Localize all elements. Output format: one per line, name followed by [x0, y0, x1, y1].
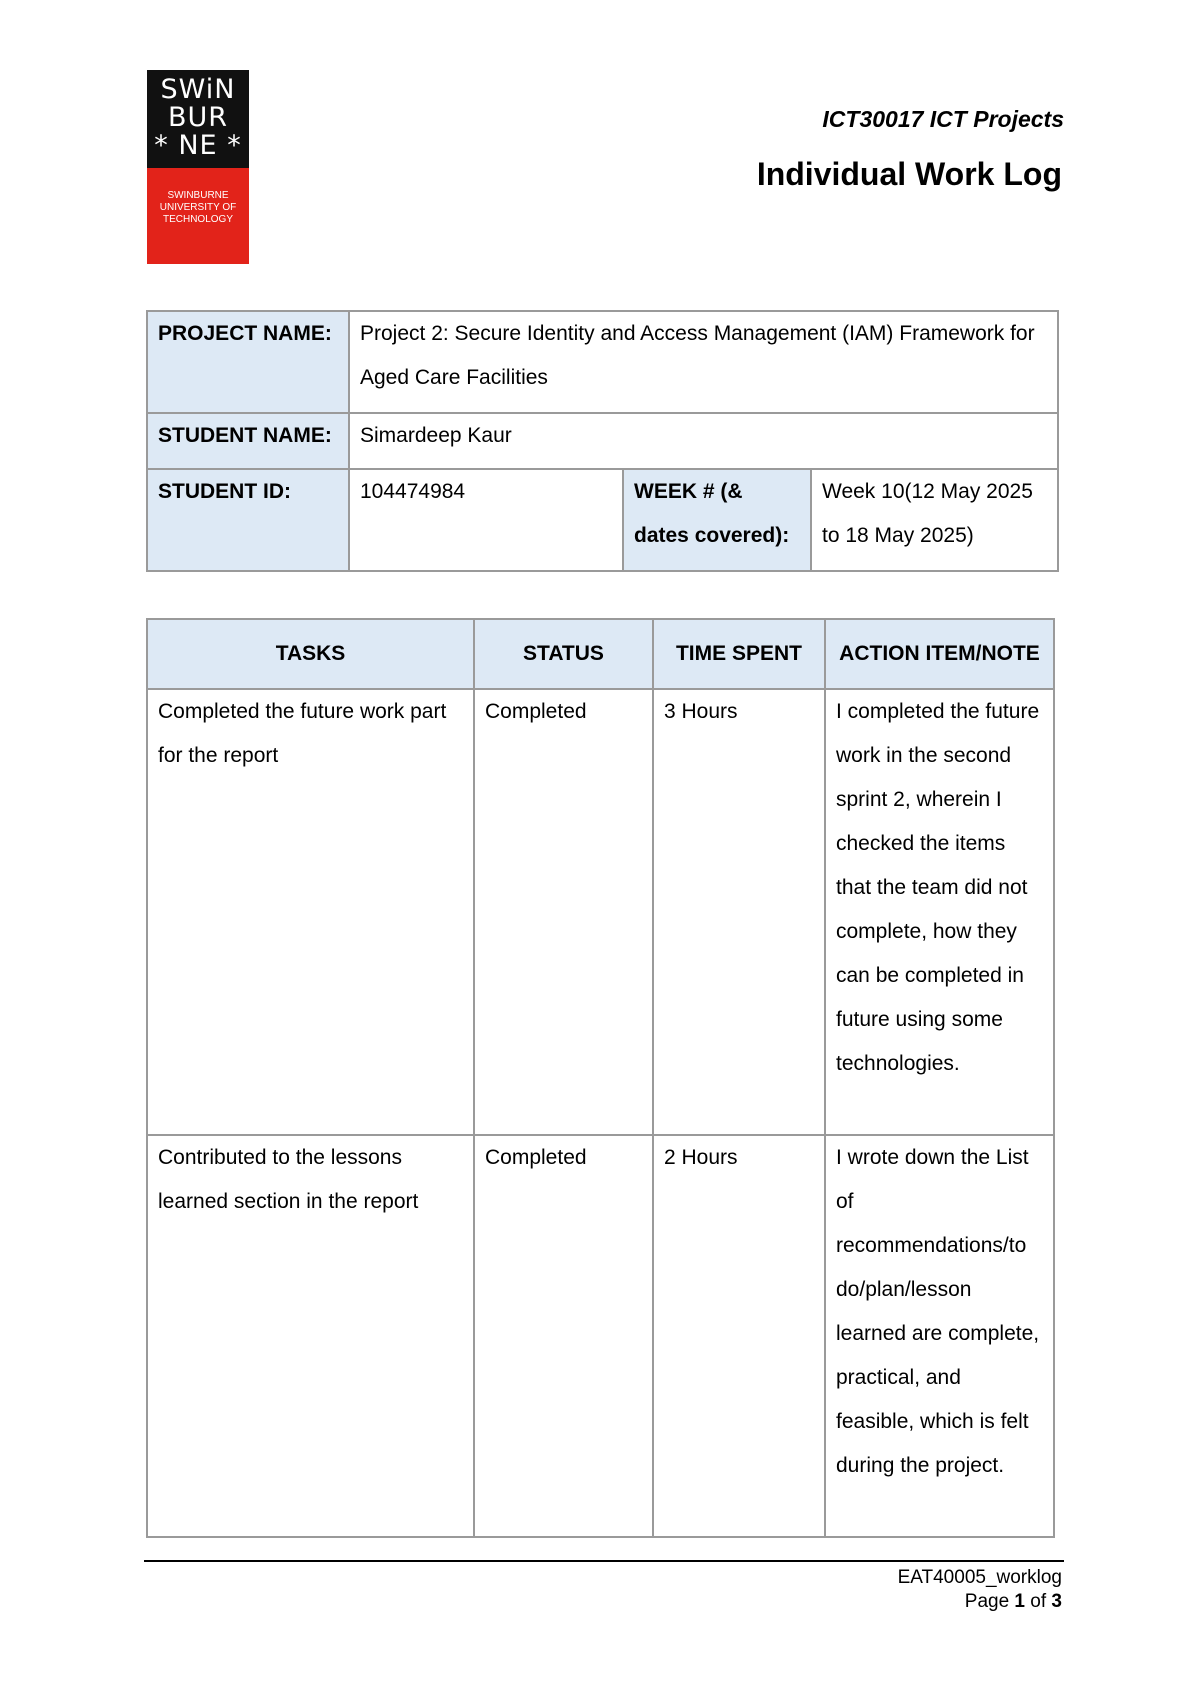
task-cell: Completed the future work part for the report — [147, 689, 474, 1135]
logo-sub-1: SWINBURNE — [167, 190, 229, 201]
student-id-label: STUDENT ID: — [147, 469, 349, 571]
university-logo — [147, 70, 249, 264]
week-value: Week 10(12 May 2025 to 18 May 2025) — [811, 469, 1058, 571]
time-cell: 3 Hours — [653, 689, 825, 1135]
status-cell: Completed — [474, 689, 653, 1135]
page-indicator — [898, 1590, 1062, 1614]
project-row — [147, 311, 1058, 413]
tasks-table — [146, 618, 1055, 1538]
table-row — [147, 1135, 1054, 1537]
note-cell: I completed the future work in the second sprint 2, wherein I checked the items that the team did not complete, how they can be completed in future using some technologies. — [825, 689, 1054, 1135]
of-word: of — [1030, 1591, 1047, 1612]
footer-divider — [144, 1560, 1064, 1562]
id-week-row — [147, 469, 1058, 571]
time-cell: 2 Hours — [653, 1135, 825, 1537]
project-name-label: PROJECT NAME: — [147, 311, 349, 413]
logo-subtitle — [147, 168, 249, 264]
project-info-table — [146, 310, 1059, 572]
page-total: 3 — [1051, 1591, 1062, 1612]
student-id-value: 104474984 — [349, 469, 623, 571]
header-status: STATUS — [474, 619, 653, 689]
tasks-header-row — [147, 619, 1054, 689]
logo-line-1: SWiN — [160, 74, 236, 105]
student-name-label: STUDENT NAME: — [147, 413, 349, 469]
student-row — [147, 413, 1058, 469]
logo-line-3: * NE * — [154, 130, 242, 161]
page-number: 1 — [1014, 1591, 1025, 1612]
header-tasks: TASKS — [147, 619, 474, 689]
logo-sub-2: UNIVERSITY OF — [159, 202, 237, 213]
logo-sub-3: TECHNOLOGY — [162, 214, 233, 225]
student-name-value: Simardeep Kaur — [349, 413, 1058, 469]
header-action-note: ACTION ITEM/NOTE — [825, 619, 1054, 689]
page-word: Page — [964, 1591, 1010, 1612]
logo-line-2: BUR — [167, 102, 229, 133]
task-cell: Contributed to the lessons learned section in the report — [147, 1135, 474, 1537]
week-label: WEEK # (& dates covered): — [623, 469, 811, 571]
project-name-value: Project 2: Secure Identity and Access Management (IAM) Framework for Aged Care Facilities — [349, 311, 1058, 413]
table-row — [147, 689, 1054, 1135]
page-title: Individual Work Log — [756, 156, 1062, 192]
course-code: ICT30017 ICT Projects — [822, 106, 1064, 132]
note-cell: I wrote down the List of recommendations/to do/plan/lesson learned are complete, practical, and feasible, which is felt during the project. — [825, 1135, 1054, 1537]
document-code: EAT40005_worklog — [897, 1567, 1062, 1588]
header-time-spent: TIME SPENT — [653, 619, 825, 689]
logo-wordmark — [147, 70, 249, 168]
status-cell: Completed — [474, 1135, 653, 1537]
page-footer — [898, 1566, 1062, 1614]
